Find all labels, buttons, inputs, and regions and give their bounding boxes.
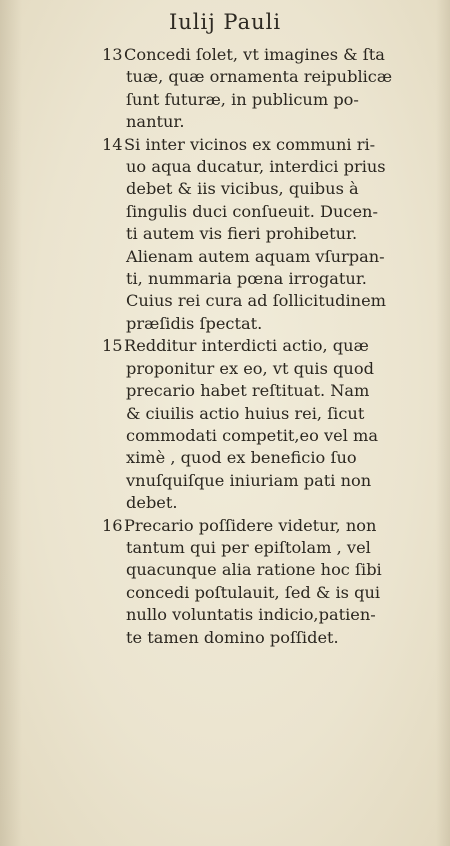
text-line: tuæ, quæ ornamenta reipublicæ xyxy=(126,67,393,87)
text-line: ſunt futuræ, in publicum po- xyxy=(126,89,359,109)
text-line: 16Precario poſſidere videtur, non xyxy=(104,515,428,537)
text-line: nantur. xyxy=(126,112,185,132)
text-line: 14Si inter vicinos ex communi ri- xyxy=(104,134,428,156)
text-line: uo aqua ducatur, interdici prius xyxy=(126,157,386,177)
text-line: nullo voluntatis indicio,patien- xyxy=(126,605,376,625)
page-edge-shadow-right xyxy=(436,0,450,846)
text-line: te tamen domino poſſidet. xyxy=(126,627,339,647)
paragraph-16 xyxy=(104,515,428,649)
text-line: ti autem vis fieri prohibetur. xyxy=(126,224,358,244)
text-line: Alienam autem aquam vſurpan- xyxy=(126,246,385,266)
paragraph-13 xyxy=(104,44,428,134)
text-line: debet & iis vicibus, quibus à xyxy=(126,179,359,199)
paragraph-15 xyxy=(104,335,428,514)
page-edge-shadow-left xyxy=(0,0,22,846)
paragraph-number: 14 xyxy=(102,134,123,154)
paragraph-number: 15 xyxy=(102,336,123,356)
text-line: debet. xyxy=(126,493,178,513)
text-line: concedi poſtulauit, ſed & is qui xyxy=(126,582,381,602)
text-line: præſidis ſpectat. xyxy=(126,313,263,333)
text-block xyxy=(104,44,428,649)
text-line: & ciuilis actio huius rei, ſicut xyxy=(126,403,365,423)
text-line: precario habet reſtituat. Nam xyxy=(126,381,370,401)
running-head: Iulij Pauli xyxy=(168,10,282,34)
paragraph-14 xyxy=(104,134,428,336)
text-line: ti, nummaria pœna irrogatur. xyxy=(126,269,367,289)
text-line: quacunque alia ratione hoc ſibi xyxy=(126,560,382,580)
text-line: 13Concedi ſolet, vt imagines & ſta xyxy=(104,44,428,66)
text-line: 15Redditur interdicti actio, quæ xyxy=(104,335,428,357)
text-line: commodati competit,eo vel ma xyxy=(126,425,379,445)
paragraph-number: 13 xyxy=(102,45,123,64)
text-line: proponitur ex eo, vt quis quod xyxy=(126,358,374,378)
text-line: ximè , quod ex beneficio ſuo xyxy=(126,448,357,468)
text-line: ſingulis duci conſueuit. Ducen- xyxy=(126,201,378,221)
text-line: Cuius rei cura ad ſollicitudinem xyxy=(126,291,387,311)
paragraph-number: 16 xyxy=(102,515,123,535)
text-line: tantum qui per epiſtolam , vel xyxy=(126,537,371,557)
text-line: vnuſquiſque iniuriam pati non xyxy=(126,470,372,490)
